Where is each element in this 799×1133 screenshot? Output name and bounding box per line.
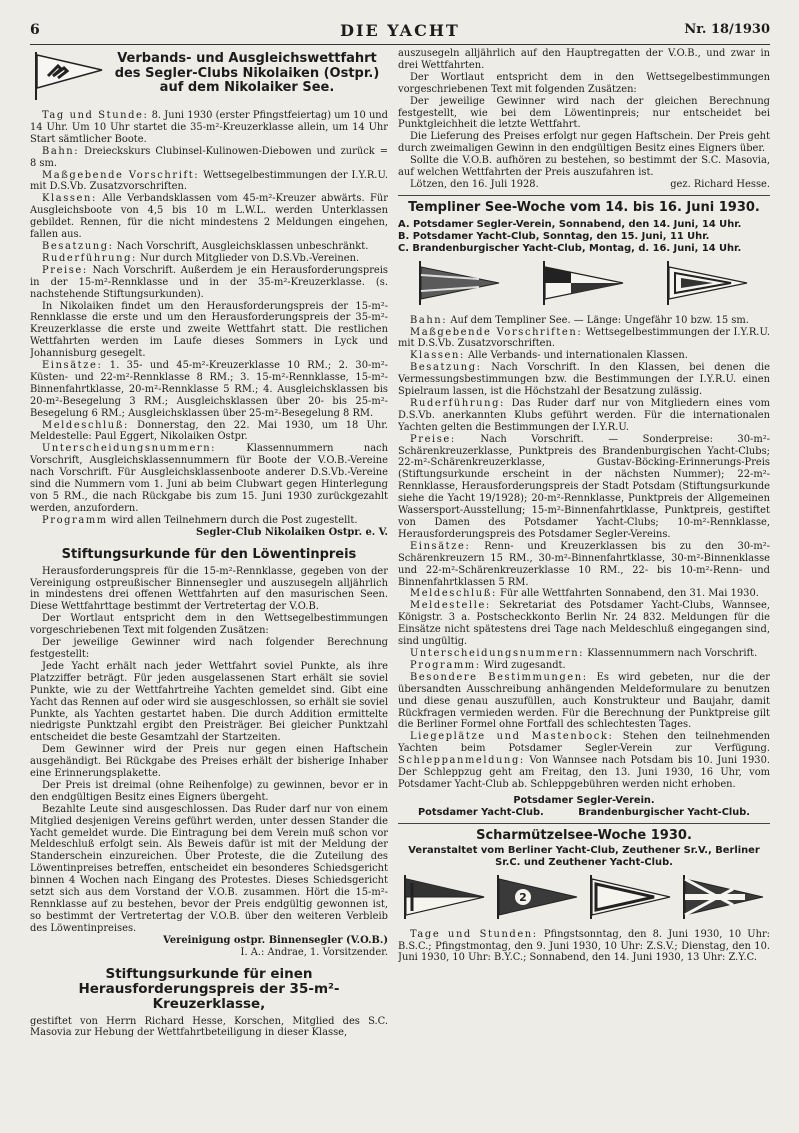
paragraph: Besatzung: Nach Vorschrift. In den Klassen, bei denen die Vermessungsbestimmungen bzw. die Bestimmungen der I.Y.R.U. einen Spielraum lassen, ist die Höchstzahl der Besatzung zulässig. [398,362,770,398]
section-divider [398,195,770,196]
paragraph: In Nikolaiken findet um den Herausforderungspreis der 15-m²-Rennklasse die erste und um den Herausforderungspreis der 35-m²-Kreuzerklasse die erste und zweite Wettfahrt statt. Die restlichen Wettfahrten werden im Laufe dieses Sommers in Lyck und Johannisburg gesegelt. [30,300,388,360]
signature: Potsdamer Segler-Verein. [513,794,655,806]
paragraph: Der jeweilige Gewinner wird nach folgender Berechnung festgestellt: [30,637,388,660]
header-rule [30,44,770,45]
signature-line: I. A.: Andrae, 1. Vorsitzender. [240,946,388,958]
paragraph: Ruderführung: Nur durch Mitglieder von D.S.Vb.-Vereinen. [42,252,360,264]
paragraph: Preise: Nach Vorschrift. — Sonderpreise: 30-m²-Schärenkreuzerklasse, Punktpreis des Brandenburgischen Yacht-Clubs; 22-m²-Schärenkreuzerklasse, Gustav-Böcking-Erinnerungs-Preis (Stiftungsurkunde erscheint in der nächsten Nummer); 22-m²-Rennklasse, Herausforderungspreis der Stadt Potsdam (Stiftungsurkunde siehe die Yacht 19/1928); 20-m²-Rennklasse, Punktpreis der Allgemeinen Wassersport-Ausstellung; 15-m²-Binnenfahrtklasse, Punktpreis, gestiftet von Damen des Potsdamer Yacht-Clubs; 10-m²-Rennklasse, Herausforderungspreis des Potsdamer Segler-Vereins. [398,433,770,540]
paragraph: Meldestelle: Sekretariat des Potsdamer Yacht-Clubs, Wannsee, Königstr. 3 a. Postscheckkonto Berlin Nr. 24 832. Meldungen für die Einsätze nicht spätestens drei Tage nach Meldeschluß eingegangen sind, sind ungültig. [398,600,770,648]
paragraph: Programm wird allen Teilnehmern durch die Post zugestellt. [42,514,358,526]
left-column [30,48,388,1098]
paragraph: Herausforderungspreis für die 15-m²-Rennklasse, gegeben von der Vereinigung ostpreußischer Binnensegler und auszusegeln alljährlich in mindestens drei offenen Wettfahrten auf den masurischen Seen. Diese Wettfahrttage bestimmt der Vertretertag der V.O.B. [30,565,388,613]
paragraph: Bezahlte Leute sind ausgeschlossen. Das Ruder darf nur von einem Mitglied desjenigen Vereins geführt werden, unter dessen Stander die Yacht gemeldet wurde. Die Eintragung bei dem Verein muß schon vor Meldeschluß erfolgt sein. Als Beweis dafür ist mit der Meldung der Standerschein einzureichen. Über Proteste, die die Zuteilung des Löwentinpreises betreffen, entscheidet ein besonderes Schiedsgericht binnen 4 Wochen nach Eingang des Protestes. Dieses Schiedsgericht setzt sich aus dem Vorstand der V.O.B. zusammen. Hört die 15-m²-Rennklasse auf zu bestehen, bevor der Preis endgültig gewonnen ist, so bestimmt der Vertretertag der V.O.B. über den weiteren Verbleib des Löwentinpreises. [30,803,388,934]
paragraph: Tag und Stunde: 8. Juni 1930 (erster Pfingstfeiertag) um 10 und 14 Uhr. Um 10 Uhr startet die 35-m²-Kreuzerklasse allein, um 14 Uhr Start sämtlicher Boote. [30,110,388,145]
templiner-flags [398,261,770,305]
magazine-title: DIE YACHT [340,21,460,40]
section-title-scharmuetzel: Scharmützelsee-Woche 1930. [476,827,692,843]
paragraph: Meldeschluß: Donnerstag, den 22. Mai 1930, um 18 Uhr. Meldestelle: Paul Eggert, Nikolaiken Ostpr. [30,419,388,443]
paragraph: Klassen: Alle Verbandsklassen vom 45-m²-Kreuzer abwärts. Für Ausgleichsboote von 4,5 bis 10 m L.W.L. werden Unterklassen gebildet. Rennen, für die nicht mindestens 2 Meldungen eingehen, fallen aus. [30,193,388,241]
paragraph: Einsätze: 1. 35- und 45-m²-Kreuzerklasse 10 RM.; 2. 30-m²-Küsten- und 22-m²-Rennklasse 8 RM.; 3. 15-m²-Rennklasse, 15-m²-Binnenfahrtklasse, 20-m²-Rennklasse 5 RM.; 4. Ausgleichsklassen bis 20-m²-Besegelung 3 RM.; Ausgleichsklassen über 20- bis 25-m²-Besegelung 6 RM.; Ausgleichsklassen über 25-m²-Besegelung 8 RM. [30,360,388,419]
scharmuetzel-flags [398,875,770,919]
signature: Potsdamer Yacht-Club. [418,806,544,818]
club-pennant-numbered-icon [497,875,579,919]
paragraph: Unterscheidungsnummern: Klassennummern nach Vorschrift. [410,647,758,659]
section-title-kreuzerklasse: Stiftungsurkunde für einen Herausforderungspreis der 35-m²-Kreuzerklasse, [78,965,340,1012]
page-header [30,22,770,44]
club-pennant-icon [683,875,765,919]
paragraph: Der Wortlaut entspricht dem in den Wettsegelbestimmungen vorgeschriebenen Text mit folgenden Zusätzen: [398,71,770,95]
club-pennant-icon [667,261,749,305]
paragraph: Einsätze: Renn- und Kreuzerklassen bis zu den 30-m²-Schärenkreuzern 15 RM., 30-m²-Binnenfahrtklasse, 30-m²-Binnenklasse und 22-m²-Schärenkreuzerklasse 10 RM., 22- bis 10-m²-Renn- und Binnenfahrtklassen 5 RM. [398,540,770,588]
signature-line: Lötzen, den 16. Juli 1928. gez. Richard Hesse. [410,178,770,190]
schedule-item: C. Brandenburgischer Yacht-Club, Montag, d. 16. Juni, 14 Uhr. [398,242,742,254]
schedule-item: A. Potsdamer Segler-Verein, Sonnabend, den 14. Juni, 14 Uhr. [398,218,742,230]
templiner-signatures [398,795,770,819]
section-divider [398,823,770,824]
paragraph: Besatzung: Nach Vorschrift, Ausgleichsklassen unbeschränkt. [42,240,369,252]
paragraph: Der Preis ist dreimal (ohne Reihenfolge) zu gewinnen, bevor er in den endgültigen Besitz eines Eigners übergeht. [30,779,388,803]
paragraph: Jede Yacht erhält nach jeder Wettfahrt soviel Punkte, als ihre Platzziffer beträgt. Für jeden ausgelassenen Start erhält sie soviel Punkte, wie zu der Wettfahrtreihe Yachten gemeldet sind. Gibt eine Yacht das Rennen auf oder wird sie ausgeschlossen, so erhält sie soviel Punkte, als Yachten gestartet haben. Die durch Addition ermittelte niedrigste Punktzahl ergibt den Preisträger. Bei gleicher Punktzahl entscheidet die beste Gesamtzahl der Startzeiten. [30,660,388,744]
paragraph: auszusegeln alljährlich auf den Hauptregatten der V.O.B., und zwar in drei Wettfahrten. [398,48,770,71]
paragraph: Unterscheidungsnummern: Klassennummern nach Vorschrift, Ausgleichsklassennummern für Boote der V.O.B.-Vereine nach Vorschrift. Für Ausgleichsklassenboote anderer D.S.Vb.-Vereine sind die Nummern vom 1. Juni ab beim Clubwart gegen Hinterlegung von 5 RM., die nach Rückgabe bis zum 15. Juni 1930 zurückgezahlt werden, anzufordern. [30,443,388,514]
page-number: 6 [30,22,40,38]
section-title-loewentin: Stiftungsurkunde für den Löwentinpreis [61,546,357,562]
paragraph: Programm: Wird zugesandt. [410,659,566,671]
club-pennant-icon [590,875,672,919]
paragraph: Die Lieferung des Preises erfolgt nur gegen Haftschein. Der Preis geht durch zweimaligen Gewinn in den endgültigen Besitz eines Eigners über. [398,131,770,155]
paragraph: gestiftet von Herrn Richard Hesse, Korschen, Mitglied des S.C. Masovia zur Hebung der Wettfahrtbeteiligung in dieser Klasse, [30,1015,388,1039]
paragraph: Meldeschluß: Für alle Wettfahrten Sonnabend, den 31. Mai 1930. [410,588,759,600]
paragraph: Tage und Stunden: Pfingstsonntag, den 8. Juni 1930, 10 Uhr: B.S.C.; Pfingstmontag, den 9. Juni 1930, 10 Uhr: Z.S.V.; Dienstag, den 10. Juni 1930, 10 Uhr: B.Y.C.; Sonnabend, den 14. Juni 1930, 13 Uhr: Z.Y.C. [398,928,770,964]
section-title-templiner: Templiner See-Woche vom 14. bis 16. Juni 1930. [408,199,760,215]
flag-number: 2 [518,890,527,904]
right-column [398,48,770,1098]
schedule-item: B. Potsdamer Yacht-Club, Sonntag, den 15. Juni, 11 Uhr. [398,230,710,242]
paragraph: Der Wortlaut entspricht dem in den Wettsegelbestimmungen vorgeschriebenen Text mit folgenden Zusätzen: [30,613,388,637]
paragraph: Ruderführung: Das Ruder darf nur von Mitgliedern eines vom D.S.Vb. anerkannten Klubs geführt werden. Für die internationalen Yachten gelten die Bestimmungen der I.Y.R.U. [398,397,770,433]
nikolaiken-pennant-icon [34,52,104,100]
section-title-nikolaiken: Verbands- und Ausgleichswettfahrt des Segler-Clubs Nikolaiken (Ostpr.) auf dem Nikolaiker See. [114,51,380,95]
club-pennant-icon [543,261,625,305]
paragraph: Bahn: Auf dem Templiner See. — Länge: Ungefähr 10 bzw. 15 sm. [410,314,749,326]
organizer-line: Veranstaltet vom Berliner Yacht-Club, Zeuthener Sr.V., Berliner Sr.C. und Zeuthener Yacht-Club. [408,844,760,868]
section-nikolaiken-header [30,48,388,106]
paragraph: Sollte die V.O.B. aufhören zu bestehen, so bestimmt der S.C. Masovia, auf welchen Wettfahrten der Preis auszufahren ist. [398,155,770,179]
signature: Brandenburgischer Yacht-Club. [578,806,750,818]
issue-number: Nr. 18/1930 [684,22,770,37]
signature: Segler-Club Nikolaiken Ostpr. e. V. [196,526,388,538]
paragraph: Besondere Bestimmungen: Es wird gebeten, nur die der übersandten Ausschreibung anhängenden Meldeformulare zu benutzen und diese genau auszufüllen, auch Konstrukteur und Baujahr, damit Rückfragen vermieden werden. Für die Berechnung der Punktpreise gilt die Berliner Formel ohne Fortfall des schlechtesten Tages. [398,671,770,731]
paragraph: Preise: Nach Vorschrift. Außerdem je ein Herausforderungspreis in der 15-m²-Rennklasse und in der 35-m²-Kreuzerklasse. (s. nachstehende Stiftungsurkunden). [30,264,388,300]
club-pennant-icon [419,261,501,305]
paragraph: Liegeplätze und Mastenbock: Stehen den teilnehmenden Yachten beim Potsdamer Segler-Verein zur Verfügung. Schleppanmeldung: Von Wannsee nach Potsdam bis 10. Juni 1930. Der Schleppzug geht am Freitag, den 13. Juni 1930, 16 Uhr, vom Potsdamer Yacht-Club ab. Schleppgebühren werden nicht erhoben. [398,731,770,790]
club-pennant-icon [404,875,486,919]
paragraph: Klassen: Alle Verbands- und internationalen Klassen. [410,350,688,362]
paragraph: Maßgebende Vorschriften: Wettsegelbestimmungen der I.Y.R.U. mit D.S.Vb. Zusatzvorschriften. [398,326,770,350]
paragraph: Der jeweilige Gewinner wird nach der gleichen Berechnung festgestellt, wie bei dem Löwentinpreis; nur entscheidet bei Punktgleichheit die letzte Wettfahrt. [398,95,770,131]
signature: Vereinigung ostpr. Binnensegler (V.O.B.) [163,934,388,946]
paragraph: Dem Gewinner wird der Preis nur gegen einen Haftschein ausgehändigt. Bei Rückgabe des Preises erhält der bisherige Inhaber eine Erinnerungsplakette. [30,744,388,780]
paragraph: Maßgebende Vorschrift: Wettsegelbestimmungen der I.Y.R.U. mit D.S.Vb. Zusatzvorschriften. [30,169,388,193]
paragraph: Bahn: Dreieckskurs Clubinsel-Kulinowen-Diebowen und zurück = 8 sm. [30,145,388,169]
